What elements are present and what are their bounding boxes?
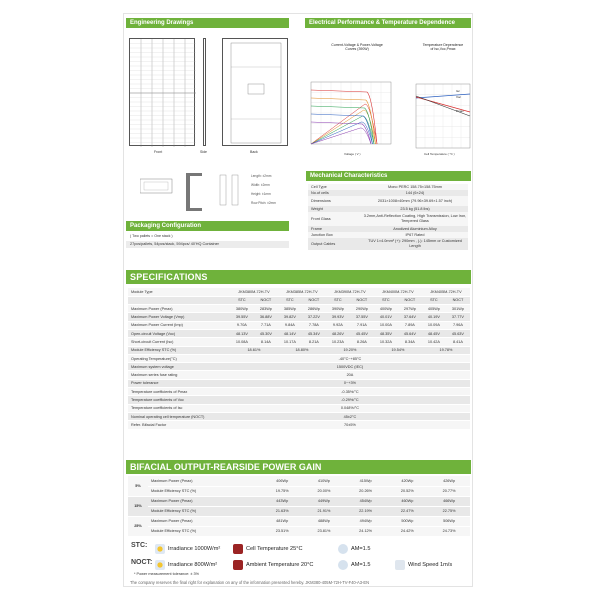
common-value: 1500VDC (IEC) (230, 363, 470, 371)
efficiency-value: 18.80% (278, 346, 326, 354)
temp-chart-title-line2: of Isc,Voc,Pmax (430, 47, 456, 51)
frame-section-drawing (140, 173, 255, 213)
mechanical-key: Junction Box (311, 233, 333, 237)
packaging-header: Packaging Configuration (126, 221, 289, 231)
front-label: Front (154, 150, 163, 154)
iv-chart-title (318, 43, 396, 51)
spec-value: 48.14V (278, 329, 302, 337)
spec-value: 290Wp (350, 305, 374, 313)
module-type-label: Module Type (128, 288, 230, 296)
mechanical-key: Cell Type (311, 185, 327, 189)
spec-value: 40.19V (422, 313, 446, 321)
mechanical-value: Mono PERC 158.75×158.75mm (388, 184, 442, 189)
spec-label: Operating Temperature(°C) (128, 354, 230, 362)
mechanical-value: 2031×1008×40mm (79.96×39.69×1.57 inch) (377, 198, 453, 203)
mechanical-key: No.of cells (311, 191, 329, 195)
spec-value: 39.93V (326, 313, 350, 321)
bifacial-power-value: 488Wp (303, 516, 345, 526)
spec-value: 10.23A (326, 338, 350, 346)
spec-value: 7.91A (350, 321, 374, 329)
noct-col: NOCT (254, 296, 278, 304)
bifacial-power-value: 410Wp (303, 476, 345, 486)
cell-temperature-text: Cell Temperature 25°C (246, 546, 303, 552)
mechanical-value: Anodized Aluminium Alloy (393, 226, 437, 231)
iv-chart-title-line1: Current-Voltage & Power-Voltage (331, 43, 383, 47)
bifacial-gain: 15% (128, 496, 148, 516)
sun-icon-noct (155, 560, 165, 570)
spec-value: 8.41A (446, 338, 470, 346)
spec-value: 400Wp (374, 305, 398, 313)
bifacial-eff-value: 24.73% (428, 526, 470, 536)
bifacial-power-value: 426Wp (428, 476, 470, 486)
spec-label: Maximum Power Current (Imp) (128, 321, 230, 329)
bifacial-power-value: 454Wp (345, 496, 387, 506)
mechanical-key: Frame (311, 227, 322, 231)
bifacial-eff-value: 21.63% (261, 506, 303, 516)
wind-speed (395, 560, 452, 570)
back-label: Back (250, 150, 258, 154)
bifacial-table (128, 476, 470, 537)
spec-value: 10.42A (422, 338, 446, 346)
side-label: Side (200, 150, 208, 154)
spec-value: 8.34A (398, 338, 422, 346)
thermometer-icon (233, 544, 243, 554)
bifacial-power-value: 460Wp (386, 496, 428, 506)
spec-row (128, 329, 470, 337)
panel-front-grid (130, 39, 196, 147)
common-value: 0~+3% (230, 379, 470, 387)
air-mass-icon-noct (338, 560, 348, 570)
spec-cond-row (128, 296, 470, 304)
temp-chart-title-line1: Temperature Dependence (422, 43, 464, 47)
mechanical-header: Mechanical Characteristics (306, 171, 471, 181)
bifacial-eff-value: 22.75% (428, 506, 470, 516)
irradiance-stc-text: Irradiance 1000W/m² (168, 546, 221, 552)
spec-value: 45.30V (254, 329, 278, 337)
spec-value: 9.70A (230, 321, 254, 329)
efficiency-value: 19.54% (374, 346, 422, 354)
spec-value: 301Wp (446, 305, 470, 313)
engineering-header: Engineering Drawings (126, 18, 289, 28)
temp-chart-title (413, 43, 473, 51)
air-mass-noct-text: AM=1.5 (351, 562, 371, 568)
common-spec-row (128, 388, 470, 396)
bifacial-eff-value: 24.12% (345, 526, 387, 536)
spec-label: Maximum Power Voltage (Vmp) (128, 313, 230, 321)
common-value: 45±2°C (230, 412, 470, 420)
bifacial-eff-value: 19.75% (261, 486, 303, 496)
footer-disclaimer: The company reserves the final right for explanation on any of the information presented hereby. JKM380-405M-72H-TV-F40-A3-EN (130, 580, 370, 585)
packaging-line: 27pcs/pallets, 54pcs/stack, 594pcs/ 40'HQ Container (126, 241, 289, 248)
noct-col: NOCT (350, 296, 374, 304)
temp-series-label: Voc (456, 95, 462, 99)
bifacial-power-label: Maximum Power (Pmax) (148, 476, 261, 486)
bifacial-power-label: Maximum Power (Pmax) (148, 516, 261, 526)
efficiency-value: 19.20% (326, 346, 374, 354)
ambient-temperature (233, 560, 313, 570)
spec-value: 380Wp (230, 305, 254, 313)
bifacial-eff-value: 22.47% (386, 506, 428, 516)
common-spec-row (128, 379, 470, 387)
stc-col: STC (374, 296, 398, 304)
temp-series-label: Isc (456, 89, 460, 93)
wind-speed-text: Wind Speed 1m/s (408, 562, 453, 568)
common-spec-row (128, 371, 470, 379)
bifacial-eff-value: 23.51% (261, 526, 303, 536)
irradiance-noct (155, 560, 217, 570)
spec-value: 48.13V (230, 329, 254, 337)
bifacial-eff-row (128, 486, 470, 496)
spec-label: Temperature coefficients of Voc (128, 396, 230, 404)
spec-value: 10.09A (422, 321, 446, 329)
bifacial-power-value: 406Wp (261, 476, 303, 486)
common-spec-row (128, 396, 470, 404)
bifacial-eff-value: 20.52% (386, 486, 428, 496)
model-name: JKM405M-72H-TV (422, 288, 470, 296)
wind-icon (395, 560, 405, 570)
spec-label: Temperature coefficients of Pmax (128, 388, 230, 396)
spec-label: Open-circuit Voltage (Voc) (128, 329, 230, 337)
mechanical-key: Output Cables (311, 242, 336, 246)
spec-value: 10.32A (374, 338, 398, 346)
bifacial-gain: 5% (128, 476, 148, 496)
panel-side-drawing (203, 38, 206, 146)
spec-value: 37.77V (446, 313, 470, 321)
efficiency-value: 19.78% (422, 346, 470, 354)
spec-label: Power tolerance (128, 379, 230, 387)
thermometer-icon-ambient (233, 560, 243, 570)
spec-value: 390Wp (326, 305, 350, 313)
model-name: JKM400M-72H-TV (374, 288, 422, 296)
mechanical-value: IP67 Rated (405, 232, 425, 237)
model-name: JKM390M-72H-TV (326, 288, 374, 296)
temp-chart-xlabel: Cell Temperature ( °C ) (424, 152, 455, 156)
common-value: -0.29%/°C (230, 396, 470, 404)
stc-col: STC (230, 296, 254, 304)
air-mass-stc-text: AM=1.5 (351, 546, 371, 552)
spec-value: 385Wp (278, 305, 302, 313)
bifacial-eff-label: Module Efficiency STC (%) (148, 506, 261, 516)
bifacial-eff-row (128, 506, 470, 516)
spec-value: 36.88V (254, 313, 278, 321)
tolerance-length: Length: ±2mm (251, 174, 272, 178)
mechanical-value: 144 (6×24) (405, 190, 425, 195)
model-name: JKM380M-72H-TV (230, 288, 278, 296)
bifacial-header: BIFACIAL OUTPUT-REARSIDE POWER GAIN (126, 460, 471, 474)
spec-value: 45.63V (446, 329, 470, 337)
iv-chart (305, 80, 397, 150)
bifacial-eff-value: 21.91% (303, 506, 345, 516)
stc-col: STC (422, 296, 446, 304)
temp-series-label: Pmax (456, 109, 464, 113)
bifacial-power-value: 443Wp (261, 496, 303, 506)
spec-label: Maximum Power (Pmax) (128, 305, 230, 313)
common-spec-row (128, 404, 470, 412)
specifications-header: SPECIFICATIONS (126, 270, 471, 284)
air-mass-noct (338, 560, 370, 570)
spec-value: 48.45V (422, 329, 446, 337)
noct-label: NOCT: (131, 559, 153, 566)
model-name: JKM385M-72H-TV (278, 288, 326, 296)
spec-value: 286Wp (302, 305, 326, 313)
spec-label: Refer. Bifacial Factor (128, 421, 230, 429)
spec-value: 10.08A (230, 338, 254, 346)
bifacial-power-value: 449Wp (303, 496, 345, 506)
mechanical-key: Dimensions (311, 199, 331, 203)
tolerance-box (249, 172, 291, 210)
bifacial-power-row (128, 516, 470, 526)
spec-value: 8.14A (254, 338, 278, 346)
spec-model-row (128, 288, 470, 296)
bifacial-power-value: 500Wp (386, 516, 428, 526)
bifacial-power-value: 494Wp (345, 516, 387, 526)
spec-label: Maximum system voltage (128, 363, 230, 371)
spec-value: 9.84A (278, 321, 302, 329)
spec-row (128, 321, 470, 329)
spec-value: 405Wp (422, 305, 446, 313)
air-mass-icon (338, 544, 348, 554)
bifacial-gain: 25% (128, 516, 148, 536)
common-spec-row (128, 354, 470, 362)
bifacial-eff-value: 24.42% (386, 526, 428, 536)
spec-label: Short-circuit Current (Isc) (128, 338, 230, 346)
irradiance-stc (155, 544, 220, 554)
common-value: 70±5% (230, 421, 470, 429)
mechanical-value: 3.2mm,Anti-Reflection Coating, High Transmission, Low Iron, Tempered Glass (363, 214, 467, 223)
panel-back-drawing (222, 38, 288, 146)
bifacial-power-label: Maximum Power (Pmax) (148, 496, 261, 506)
spec-value: 39.82V (278, 313, 302, 321)
specifications-table (128, 288, 470, 430)
spec-row (128, 305, 470, 313)
measurement-tolerance: * Power measurement tolerance: ± 3% (134, 572, 199, 576)
common-spec-row (128, 412, 470, 420)
sun-icon (155, 544, 165, 554)
spec-row (128, 338, 470, 346)
spec-value: 7.71A (254, 321, 278, 329)
panel-back-frame (223, 39, 289, 147)
spec-value: 7.96A (446, 321, 470, 329)
bifacial-eff-label: Module Efficiency STC (%) (148, 486, 261, 496)
spec-value: 45.45V (350, 329, 374, 337)
bifacial-eff-value: 20.77% (428, 486, 470, 496)
mechanical-value: 23.5 kg (51.8 lbs) (400, 206, 430, 211)
mechanical-row (308, 196, 468, 206)
bifacial-power-value: 481Wp (261, 516, 303, 526)
packaging-note: ( Two pallets = One stack ) (130, 234, 173, 238)
efficiency-value: 18.61% (230, 346, 278, 354)
stc-col: STC (326, 296, 350, 304)
bifacial-eff-value: 20.26% (345, 486, 387, 496)
spec-value: 39.55V (230, 313, 254, 321)
spec-label: Module Efficiency STC (%) (128, 346, 230, 354)
blank-cell (128, 296, 230, 304)
mechanical-value: TUV 1×4.0mm² (+): 290mm , (-): 145mm or Customized Length (368, 239, 462, 248)
spec-value: 10.00A (374, 321, 398, 329)
bifacial-eff-label: Module Efficiency STC (%) (148, 526, 261, 536)
bifacial-eff-value: 22.19% (345, 506, 387, 516)
spec-label: Nominal operating cell temperature (NOCT) (128, 412, 230, 420)
temp-chart (412, 78, 472, 150)
bifacial-power-value: 420Wp (386, 476, 428, 486)
noct-col: NOCT (446, 296, 470, 304)
stc-col: STC (278, 296, 302, 304)
bifacial-power-row (128, 496, 470, 506)
common-spec-row (128, 421, 470, 429)
bifacial-power-value: 415Wp (345, 476, 387, 486)
spec-value: 8.21A (302, 338, 326, 346)
spec-value: 9.92A (326, 321, 350, 329)
spec-value: 45.64V (398, 329, 422, 337)
spec-value: 37.22V (302, 313, 326, 321)
common-value: -40°C~+85°C (230, 354, 470, 362)
bifacial-power-value: 506Wp (428, 516, 470, 526)
spec-value: 297Wp (398, 305, 422, 313)
spec-value: 10.17A (278, 338, 302, 346)
efficiency-row (128, 346, 470, 354)
ambient-temperature-text: Ambient Temperature 20°C (246, 562, 314, 568)
spec-label: Maximum series fuse rating (128, 371, 230, 379)
spec-value: 7.89A (398, 321, 422, 329)
common-spec-row (128, 363, 470, 371)
electrical-header: Electrical Performance & Temperature Dependence (305, 18, 471, 28)
irradiance-noct-text: Irradiance 800W/m² (168, 562, 218, 568)
common-value: 20A (230, 371, 470, 379)
iv-curve (311, 106, 374, 144)
bifacial-power-value: 466Wp (428, 496, 470, 506)
stc-label: STC: (131, 542, 148, 549)
mechanical-key: Front Glass (311, 217, 331, 221)
noct-col: NOCT (302, 296, 326, 304)
spec-value: 40.01V (374, 313, 398, 321)
noct-col: NOCT (398, 296, 422, 304)
common-value: -0.35%/°C (230, 388, 470, 396)
spec-value: 48.26V (326, 329, 350, 337)
air-mass-stc (338, 544, 370, 554)
mechanical-row (308, 212, 468, 226)
iv-chart-xlabel: Voltage ( V ) (344, 152, 361, 156)
spec-value: 45.34V (302, 329, 326, 337)
tolerance-height: Height: ±1mm (251, 192, 271, 196)
bifacial-eff-row (128, 526, 470, 536)
spec-row (128, 313, 470, 321)
common-value: 0.048%/°C (230, 404, 470, 412)
panel-front-drawing (129, 38, 195, 146)
bifacial-power-row (128, 476, 470, 486)
mechanical-row (308, 238, 468, 250)
spec-value: 37.55V (350, 313, 374, 321)
mechanical-key: Weight (311, 207, 323, 211)
tolerance-width: Width: ±2mm (251, 183, 270, 187)
spec-value: 48.35V (374, 329, 398, 337)
spec-value: 7.78A (302, 321, 326, 329)
cell-temperature (233, 544, 303, 554)
spec-value: 283Wp (254, 305, 278, 313)
tolerance-row-pitch: Row Pitch: ±2mm (251, 201, 276, 205)
bifacial-eff-value: 23.81% (303, 526, 345, 536)
spec-label: Temperature coefficients of Isc (128, 404, 230, 412)
bifacial-eff-value: 20.00% (303, 486, 345, 496)
spec-value: 37.64V (398, 313, 422, 321)
iv-chart-title-line2: Curves (390W) (345, 47, 369, 51)
spec-value: 8.26A (350, 338, 374, 346)
